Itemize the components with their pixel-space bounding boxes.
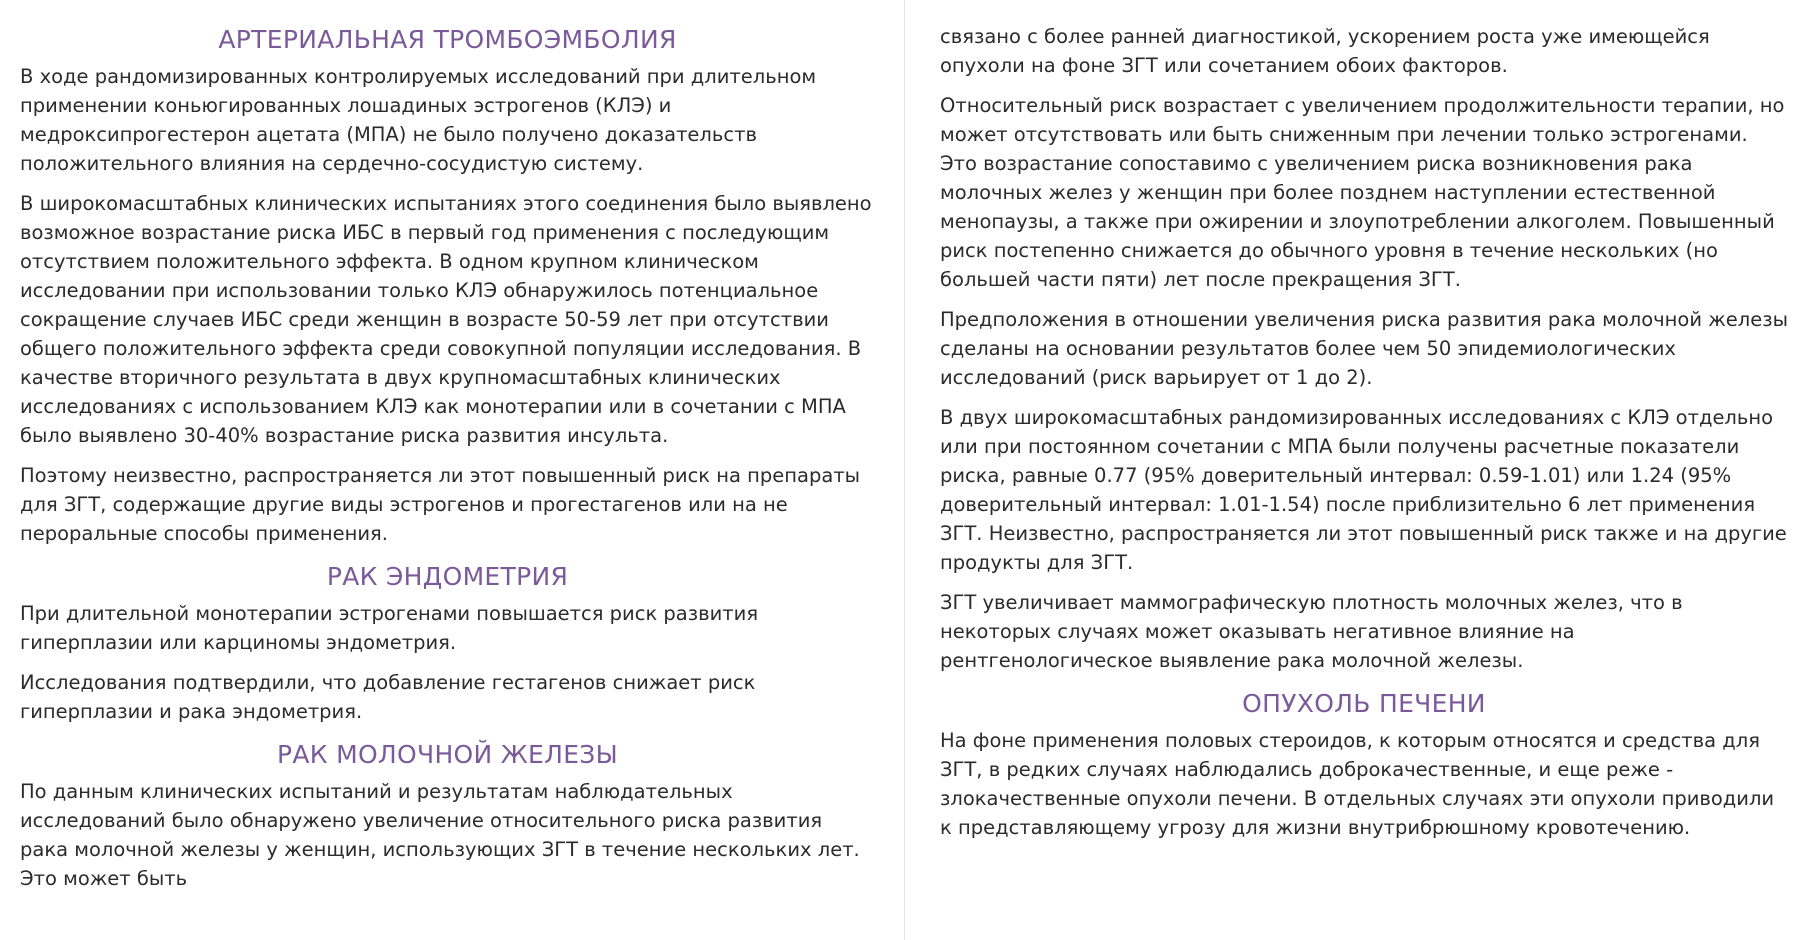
paragraph: В широкомасштабных клинических испытаниях этого соединения было выявлено возможное возрастание риска ИБС в первый год применения с последующим отсутствием положительного эффекта. В одном крупном клиническом исследовании при использовании только КЛЭ обнаружилось потенциальное сокращение случаев ИБС среди женщин в возрасте 50-59 лет при отсутствии общего положительного эффекта среди совокупной популяции исследования. В качестве вторичного результата в двух крупномасштабных клинических исследованиях с использованием КЛЭ как монотерапии или в сочетании с МПА было выявлено 30-40% возрастание риска развития инсульта.: [20, 192, 872, 447]
paragraph: ЗГТ увеличивает маммографическую плотность молочных желез, что в некоторых случаях может оказывать негативное влияние на рентгенологическое выявление рака молочной железы.: [940, 591, 1683, 672]
paragraph: Предположения в отношении увеличения риска развития рака молочной железы сделаны на основании результатов более чем 50 эпидемиологических исследований (риск варьирует от 1 до 2).: [940, 308, 1789, 389]
paragraph: При длительной монотерапии эстрогенами повышается риск развития гиперплазии или карциномы эндометрия.: [20, 602, 759, 654]
left-column: [20, 22, 875, 904]
paragraph: Исследования подтвердили, что добавление гестагенов снижает риск гиперплазии и рака эндометрия.: [20, 671, 756, 723]
paragraph: По данным клинических испытаний и результатам наблюдательных исследований было обнаружено увеличение относительного риска развития рака молочной железы у женщин, использующих ЗГТ в течение нескольких лет. Это может быть: [20, 780, 860, 890]
right-column: [940, 22, 1788, 853]
paragraph: В ходе рандомизированных контролируемых исследований при длительном применении коньюгированных лошадиных эстрогенов (КЛЭ) и медроксипрогестерон ацетата (МПА) не было получено доказательств положительного влияния на сердечно-сосудистую систему.: [20, 65, 817, 175]
paragraph: На фоне применения половых стероидов, к которым относятся и средства для ЗГТ, в редких случаях наблюдались доброкачественные, и еще реже - злокачественные опухоли печени. В отдельных случаях эти опухоли приводили к представляющему угрозу для жизни внутрибрюшному кровотечению.: [940, 729, 1775, 839]
column-divider: [904, 0, 905, 940]
heading-endometrial-cancer: РАК ЭНДОМЕТРИЯ: [326, 562, 569, 591]
heading-liver-tumor: ОПУХОЛЬ ПЕЧЕНИ: [1242, 689, 1486, 718]
paragraph: Относительный риск возрастает с увеличением продолжительности терапии, но может отсутствовать или быть сниженным при лечении только эстрогенами. Это возрастание сопоставимо с увеличением риска возникновения рака молочных желез у женщин при более позднем наступлении естественной менопаузы, а также при ожирении и злоупотреблении алкоголем. Повышенный риск постепенно снижается до обычного уровня в течение нескольких (но большей части пяти) лет после прекращения ЗГТ.: [940, 94, 1785, 291]
heading-breast-cancer: РАК МОЛОЧНОЙ ЖЕЛЕЗЫ: [277, 740, 618, 769]
paragraph: В двух широкомасштабных рандомизированных исследованиях с КЛЭ отдельно или при постоянном сочетании с МПА были получены расчетные показатели риска, равные 0.77 (95% доверительный интервал: 0.59-1.01) или 1.24 (95% доверительный интервал: 1.01-1.54) после приблизительно 6 лет применения ЗГТ. Неизвестно, распространяется ли этот повышенный риск также и на другие продукты для ЗГТ.: [940, 406, 1787, 574]
paragraph: связано с более ранней диагностикой, ускорением роста уже имеющейся опухоли на фоне ЗГТ или сочетанием обоих факторов.: [940, 25, 1710, 77]
paragraph: Поэтому неизвестно, распространяется ли этот повышенный риск на препараты для ЗГТ, содержащие другие виды эстрогенов и прогестагенов или на не пероральные способы применения.: [20, 464, 861, 545]
heading-arterial-thromboembolism: АРТЕРИАЛЬНАЯ ТРОМБОЭМБОЛИЯ: [218, 25, 677, 54]
